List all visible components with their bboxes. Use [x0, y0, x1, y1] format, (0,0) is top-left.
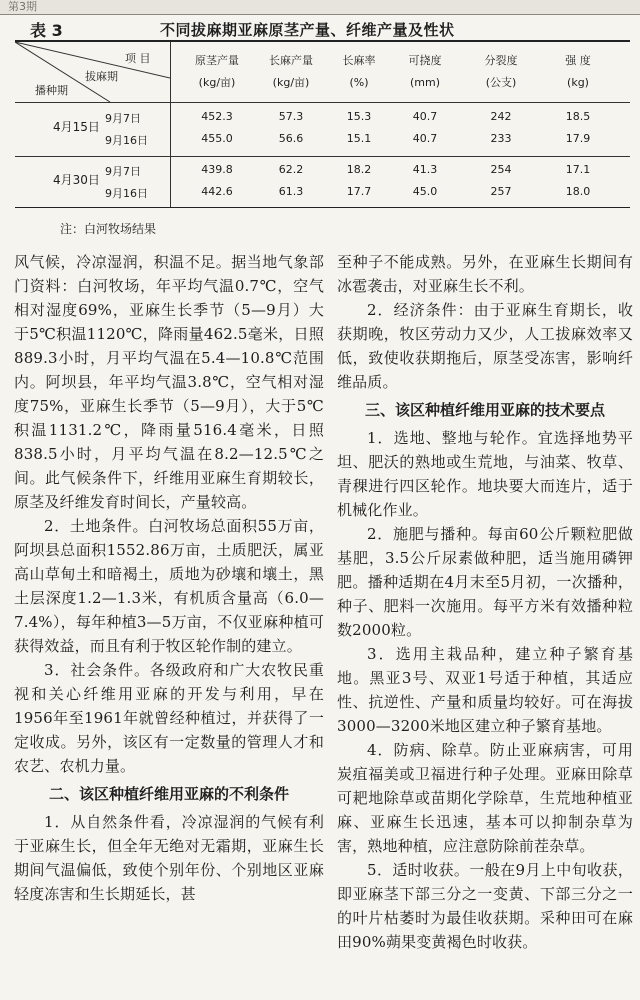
column-header	[385, 50, 465, 94]
column-unit: (公支)	[485, 76, 517, 89]
body-paragraph: 5．适时收获。一般在9月上中旬收获，即亚麻茎下部三分之一变黄、下部三分之一的叶片枯萎时为最佳收获期。采种田可在麻田90%蒴果变黄褐色时收获。	[337, 861, 633, 951]
body-paragraph: 2．施肥与播种。每亩60公斤颗粒肥做基肥，3.5公斤尿素做种肥，适当施用磷钾肥。播种适期在4月末至5月初，一次播种，种子、肥料一次施用。每平方米有效播种粒数2000粒。	[337, 525, 633, 639]
table-row	[95, 183, 630, 205]
table-cell: 18.5	[565, 110, 591, 123]
column-header	[538, 50, 618, 94]
section-heading: 二、该区种植纤维用亚麻的不利条件	[48, 785, 289, 803]
right-text-column	[337, 250, 633, 954]
table-row	[95, 161, 630, 183]
column-name: 分裂度	[484, 54, 518, 67]
sowing-date: 4月15日	[53, 120, 100, 134]
table-header-row	[15, 42, 630, 103]
column-header	[177, 50, 257, 94]
body-paragraph: 2．土地条件。白河牧场总面积55万亩，阿坝县总面积1552.86万亩，土质肥沃，属亚高山草甸土和暗褐土，质地为砂壤和壤土，黑土层深度1.2—1.3米，有机质含量高（6.0—7.4%），每年种植3—5万亩，不仅亚麻种植可获得效益，而且有利于牧区轮作制的建立。	[14, 517, 324, 655]
table-cell: 452.3	[201, 110, 233, 123]
corner-sowing-label: 播种期	[35, 84, 68, 97]
table-cell: 257	[490, 185, 512, 198]
table-caption	[0, 16, 640, 38]
body-paragraph: 至种子不能成熟。另外，在亚麻生长期间有冰雹袭击，对亚麻生长不利。	[337, 253, 633, 295]
table-cell: 18.2	[346, 163, 372, 176]
table-cell: 439.8	[201, 163, 233, 176]
table-cell: 254	[490, 163, 512, 176]
table-cell: 41.3	[412, 163, 438, 176]
table-cell: 62.2	[278, 163, 304, 176]
column-unit: (kg/亩)	[272, 76, 310, 89]
table-corner-cell	[15, 42, 171, 102]
table-cell: 40.7	[412, 132, 438, 145]
table-row	[95, 130, 630, 152]
body-paragraph: 3．社会条件。各级政府和广大农牧民重视和关心纤维用亚麻的开发与利用，早在1956年至1961年就曾经种植过，并获得了一定收成。另外，该区有一定数量的管理人才和农艺、农机力量。	[14, 661, 324, 775]
column-unit: (%)	[349, 76, 369, 89]
corner-harvest-label: 拔麻期	[85, 70, 118, 83]
harvest-date: 9月16日	[105, 187, 148, 200]
table-number: 表 3	[30, 21, 63, 40]
journal-issue-marker: 第3期	[8, 0, 37, 13]
column-name: 可挠度	[408, 54, 442, 67]
table-cell: 15.1	[346, 132, 372, 145]
table-cell: 442.6	[201, 185, 233, 198]
table-cell: 45.0	[412, 185, 438, 198]
body-paragraph: 1．选地、整地与轮作。宜选择地势平坦、肥沃的熟地或生荒地，与油菜、牧草、青稞进行四区轮作。地块要大而连片，适于机械化作业。	[337, 429, 633, 519]
column-name: 长麻率	[342, 54, 376, 67]
table-cell: 40.7	[412, 110, 438, 123]
table-cell: 56.6	[278, 132, 304, 145]
table-cell: 17.1	[565, 163, 591, 176]
journal-header-strip	[0, 0, 640, 15]
harvest-date: 9月7日	[105, 112, 141, 125]
table-note: 注：白河牧场结果	[60, 222, 157, 236]
column-name: 强 度	[565, 54, 591, 67]
left-text-column	[14, 250, 324, 906]
table-title: 不同拔麻期亚麻原茎产量、纤维产量及性状	[160, 21, 455, 39]
body-paragraph: 3．选用主栽品种，建立种子繁育基地。黑亚3号、双亚1号适于种植，其适应性、抗逆性、产量和质量均较好。可在海拔3000—3200米地区建立种子繁育基地。	[337, 645, 633, 735]
table-row	[95, 108, 630, 130]
table-group	[15, 156, 630, 209]
table-cell: 18.0	[565, 185, 591, 198]
body-paragraph: 4．防病、除草。防止亚麻病害，可用炭疽福美或卫福进行种子处理。亚麻田除草可耙地除草或苗期化学除草，生荒地种植亚麻、亚麻生长迅速，基本可以抑制杂草为害，熟地种植，应注意防除前茬杂草。	[337, 741, 633, 855]
data-table	[15, 40, 630, 208]
body-paragraph: 1．从自然条件看，冷凉湿润的气候有利于亚麻生长，但全年无绝对无霜期，亚麻生长期间气温偏低，致使个别年份、个别地区亚麻轻度冻害和生长期延长，甚	[14, 813, 324, 903]
column-unit: (kg/亩)	[198, 76, 236, 89]
table-cell: 17.9	[565, 132, 591, 145]
body-paragraph: 风气候，冷凉湿润，积温不足。据当地气象部门资料：白河牧场，年平均气温0.7℃，空气相对湿度69%，亚麻生长季节（5—9月）大于5℃积温1120℃，降雨量462.5毫米，日照889.3小时，月平均气温在5.4—10.8℃范围内。阿坝县，年平均气温3.8℃，空气相对湿度75%，亚麻生长季节（5—9月），大于5℃积温1131.2℃，降雨量516.4毫米，日照838.5小时，月平均气温在8.2—12.5℃之间。此气候条件下，纤维用亚麻生育期较长，原茎及纤维发育时间长，产量较高。	[14, 253, 324, 511]
column-unit: (mm)	[409, 76, 440, 89]
table-cell: 233	[490, 132, 512, 145]
table-cell: 455.0	[201, 132, 233, 145]
body-paragraph: 2．经济条件：由于亚麻生育期长，收获期晚，牧区劳动力又少，人工拔麻效率又低，致使收获期拖后，原茎受冻害，影响纤维品质。	[337, 301, 633, 391]
table-group	[15, 104, 630, 156]
section-heading: 三、该区种植纤维用亚麻的技术要点	[364, 401, 605, 419]
column-unit: (kg)	[567, 76, 589, 89]
table-cell: 15.3	[346, 110, 372, 123]
table-cell: 242	[490, 110, 512, 123]
column-name: 长麻产量	[269, 54, 313, 67]
table-cell: 61.3	[278, 185, 304, 198]
sowing-date: 4月30日	[53, 173, 100, 187]
harvest-date: 9月7日	[105, 165, 141, 178]
column-name: 原茎产量	[195, 54, 239, 67]
corner-item-label: 项 目	[125, 52, 151, 65]
column-header	[461, 50, 541, 94]
table-cell: 17.7	[346, 185, 372, 198]
table-cell: 57.3	[278, 110, 304, 123]
harvest-date: 9月16日	[105, 134, 148, 147]
